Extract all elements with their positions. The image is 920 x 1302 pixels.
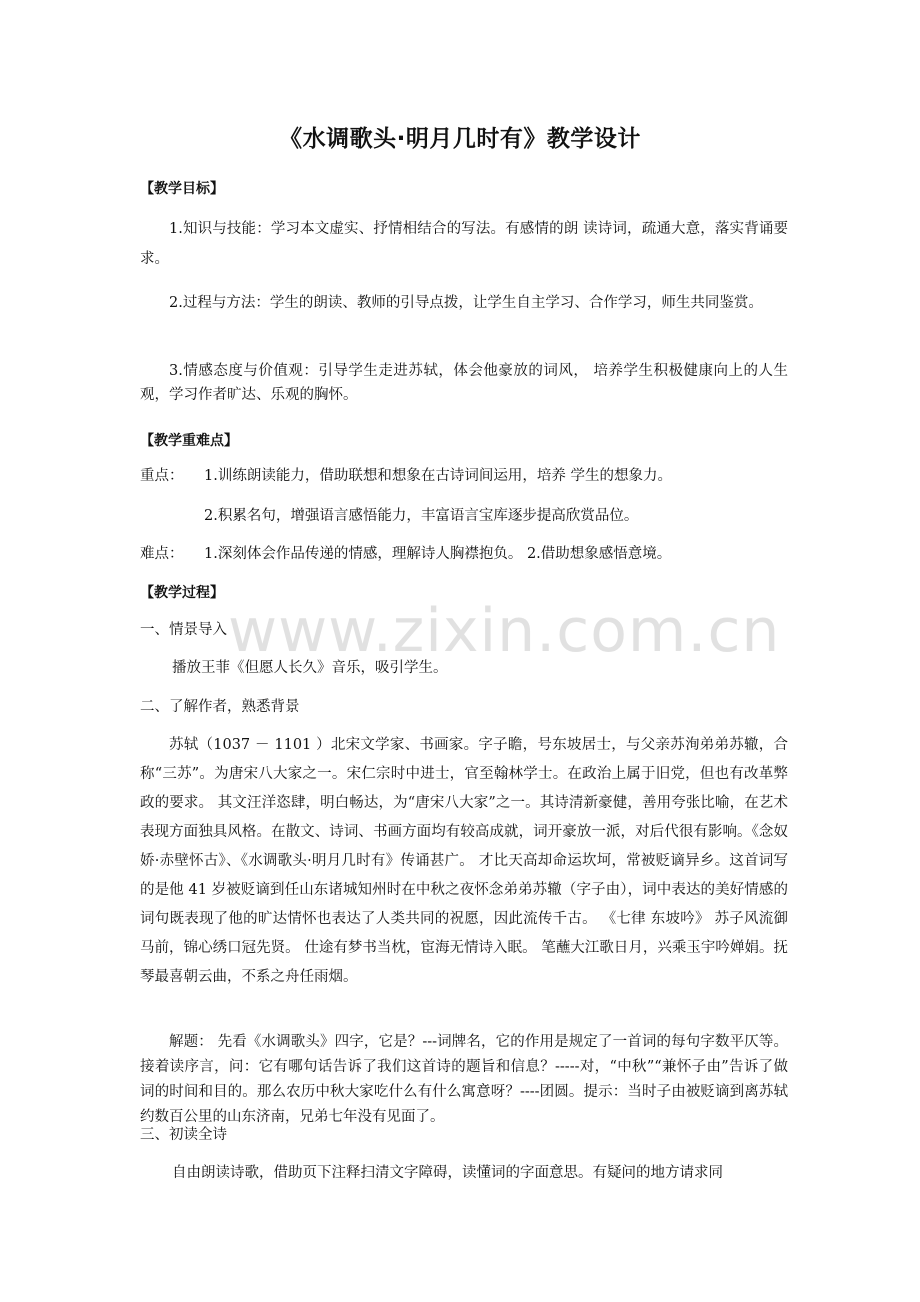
process-heading: 【教学过程】 [140,585,224,601]
key-label: 重点： [140,468,184,484]
difficulty-row [140,543,671,565]
section-3-heading: 三、初读全诗 [140,1127,227,1143]
section-1-text: 播放王菲《但愿人长久》音乐，吸引学生。 [172,660,448,676]
goals-heading: 【教学目标】 [140,181,224,197]
goal-1: 1.知识与技能：学习本文虚实、抒情相结合的写法。有感情的朗 读诗词，疏通大意，落实背诵要求。 [140,221,788,267]
section-1-heading: 一、情景导入 [140,622,227,638]
key-point-row-1 [140,465,672,487]
section-2-explanation: 解题： 先看《水调歌头》四字，它是？---词牌名，它的作用是规定了一首词的每句字数平仄等。接着读序言，问：它有哪句话告诉了我们这首诗的题旨和信息？-----对，“中秋”“兼怀子由”告诉了做词的时间和目的。那么农历中秋大家吃什么有什么寓意呀？----团圆。提示：当时子由被贬谪到离苏轼约数百公里的山东济南，兄弟七年没有见面了。 [140,1034,788,1125]
section-3-text: 自由朗读诗歌，借助页下注释扫清文字障碍，读懂词的字面意思。有疑问的地方请求同 [172,1165,723,1181]
section-2-heading: 二、了解作者，熟悉背景 [140,699,300,715]
difficulty-label: 难点： [140,546,184,562]
goal-2: 2.过程与方法：学生的朗读、教师的引导点拨，让学生自主学习、合作学习，师生共同鉴赏。 [169,295,763,311]
key-point-2: 2.积累名句，增强语言感悟能力，丰富语言宝库逐步提高欣赏品位。 [204,508,639,524]
goal-3: 3.情感态度与价值观：引导学生走进苏轼，体会他豪放的词风， 培养学生积极健康向上的人生观，学习作者旷达、乐观的胸怀。 [140,363,788,403]
difficulty-text: 1.深刻体会作品传递的情感，理解诗人胸襟抱负。 2.借助想象感悟意境。 [204,546,672,562]
section-2-text: 苏轼（1037 － 1101 ）北宋文学家、书画家。字子瞻，号东坡居士，与父亲苏洵弟弟苏辙，合称“三苏”。为唐宋八大家之一。宋仁宗时中进士，官至翰林学士。在政治上属于旧党，但也有改革弊政的要求。 其文汪洋恣肆，明白畅达，为“唐宋八大家”之一。其诗清新豪健，善用夸张比喻，在艺术表现方面独具风格。在散文、诗词、书画方面均有较高成就，词开豪放一派，对后代很有影响。《念奴娇·赤壁怀古》、《水调歌头·明月几时有》传诵甚广。 才比天高却命运坎坷，常被贬谪异乡。这首词写的是他 41 岁被贬谪到任山东诸城知州时在中秋之夜怀念弟弟苏辙（字子由），词中表达的美好情感的词句既表现了他的旷达情怀也表达了人类共同的祝愿，因此流传千古。 《七律 东坡吟》 苏子风流御马前，锦心绣口冠先贤。 仕途有梦书当枕，宦海无情诗入眠。 笔蘸大江歌日月，兴乘玉宇吟婵娟。抚琴最喜朝云曲，不系之舟任雨烟。 [140,737,788,985]
key-point-1: 1.训练朗读能力，借助联想和想象在古诗词间运用，培养 学生的想象力。 [204,468,672,484]
document-title: 《水调歌头·明月几时有》教学设计 [279,126,641,152]
key-difficulty-heading: 【教学重难点】 [140,433,238,449]
watermark: www.zixin.com.cn [228,596,781,666]
